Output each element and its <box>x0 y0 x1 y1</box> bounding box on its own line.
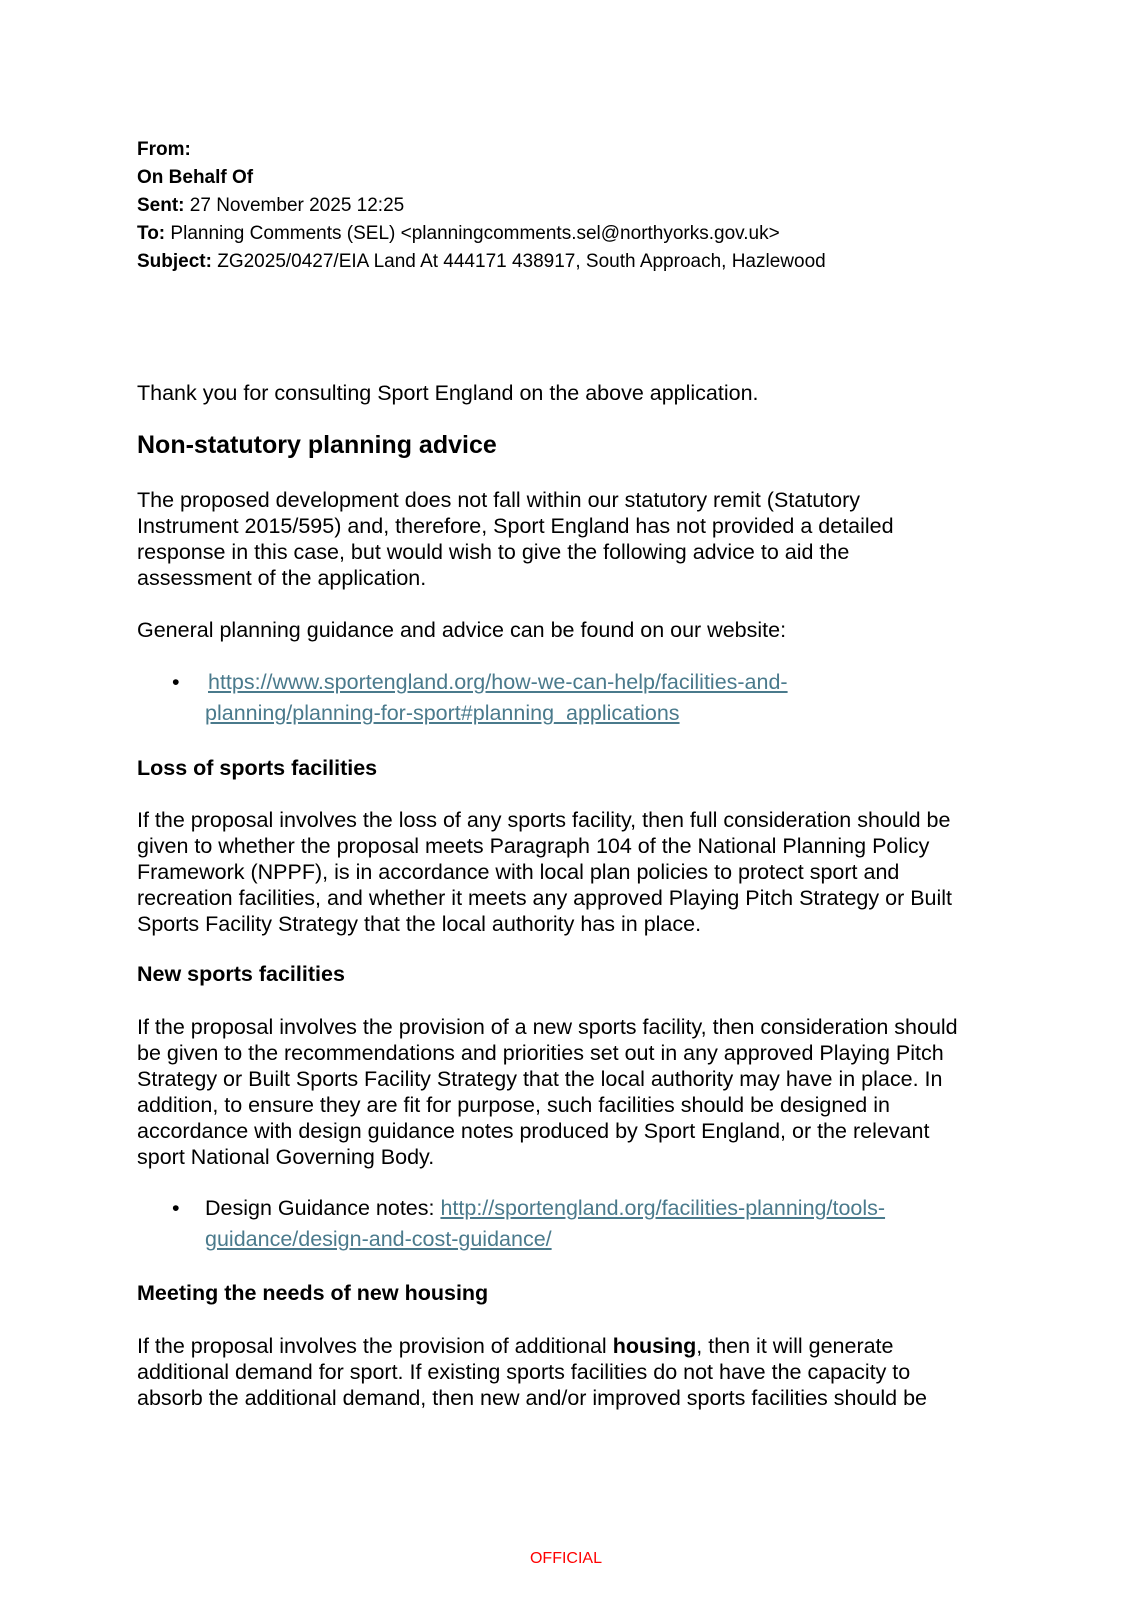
subject-label: Subject: <box>137 251 212 272</box>
guidance-paragraph: General planning guidance and advice can be found on our website: <box>137 618 787 642</box>
bullet-icon: • <box>172 1196 180 1220</box>
design-link-line1[interactable]: http://sportengland.org/facilities-planning/tools- <box>440 1196 886 1220</box>
new-paragraph: If the proposal involves the provision of a new sports facility, then consideration should be given to the recommendations and priorities set out in any approved Playing Pitch Strategy or Built Sports Facility Strategy that the local authority may have in place. In addition, to ensure they are fit for purpose, such facilities should be designed in accordance with design guidance notes produced by Sport England, or the relevant sport National Governing Body. <box>137 1015 958 1169</box>
loss-heading: Loss of sports facilities <box>137 756 378 780</box>
new-heading: New sports facilities <box>137 962 345 986</box>
from-label: From: <box>137 139 191 160</box>
loss-paragraph: If the proposal involves the loss of any sports facility, then full consideration should be given to whether the proposal meets Paragraph 104 of the National Planning Policy Framework (NPPF), is in accordance with local plan policies to protect sport and recreation facilities, and whether it meets any approved Playing Pitch Strategy or Built Sports Facility Strategy that the local authority has in place. <box>137 808 953 936</box>
design-bullet <box>205 1193 1005 1255</box>
housing-text-bold: housing <box>612 1334 697 1358</box>
housing-heading: Meeting the needs of new housing <box>137 1281 489 1305</box>
on-behalf-row <box>137 164 1037 192</box>
housing-text-after: , then it will generate additional demand for sport. If existing sports facilities do not have the capacity to absorb the additional demand, then new and/or improved sports facilities should be <box>137 1334 928 1410</box>
email-header <box>137 136 1037 276</box>
from-row <box>137 136 1037 164</box>
website-link-line2[interactable]: planning/planning-for-sport#planning_applications <box>205 701 680 725</box>
website-bullet <box>205 667 1005 729</box>
to-label: To: <box>137 223 166 244</box>
design-label: Design Guidance notes: <box>205 1196 441 1220</box>
official-marking: OFFICIAL <box>529 1550 602 1567</box>
website-link-line1[interactable]: https://www.sportengland.org/how-we-can-help/facilities-and- <box>208 670 788 694</box>
remit-paragraph: The proposed development does not fall within our statutory remit (Statutory Instrument 2015/595) and, therefore, Sport England has not provided a detailed response in this case, but would wish to give the following advice to aid the assessment of the application. <box>137 488 894 590</box>
subject-row <box>137 248 1037 276</box>
sent-label: Sent: <box>137 195 185 216</box>
to-row <box>137 220 1037 248</box>
housing-paragraph <box>137 1333 967 1411</box>
design-link-line2[interactable]: guidance/design-and-cost-guidance/ <box>205 1227 552 1251</box>
page-title: Non-statutory planning advice <box>137 431 497 459</box>
sent-row <box>137 192 1037 220</box>
to-value: Planning Comments (SEL) <planningcomments.sel@northyorks.gov.uk> <box>170 223 780 244</box>
on-behalf-label: On Behalf Of <box>137 167 254 188</box>
housing-text-before: If the proposal involves the provision of additional <box>137 1334 613 1358</box>
intro-text: Thank you for consulting Sport England on the above application. <box>137 381 759 405</box>
subject-value: ZG2025/0427/EIA Land At 444171 438917, South Approach, Hazlewood <box>217 251 826 272</box>
bullet-icon: • <box>172 670 180 694</box>
sent-value: 27 November 2025 12:25 <box>189 195 405 216</box>
